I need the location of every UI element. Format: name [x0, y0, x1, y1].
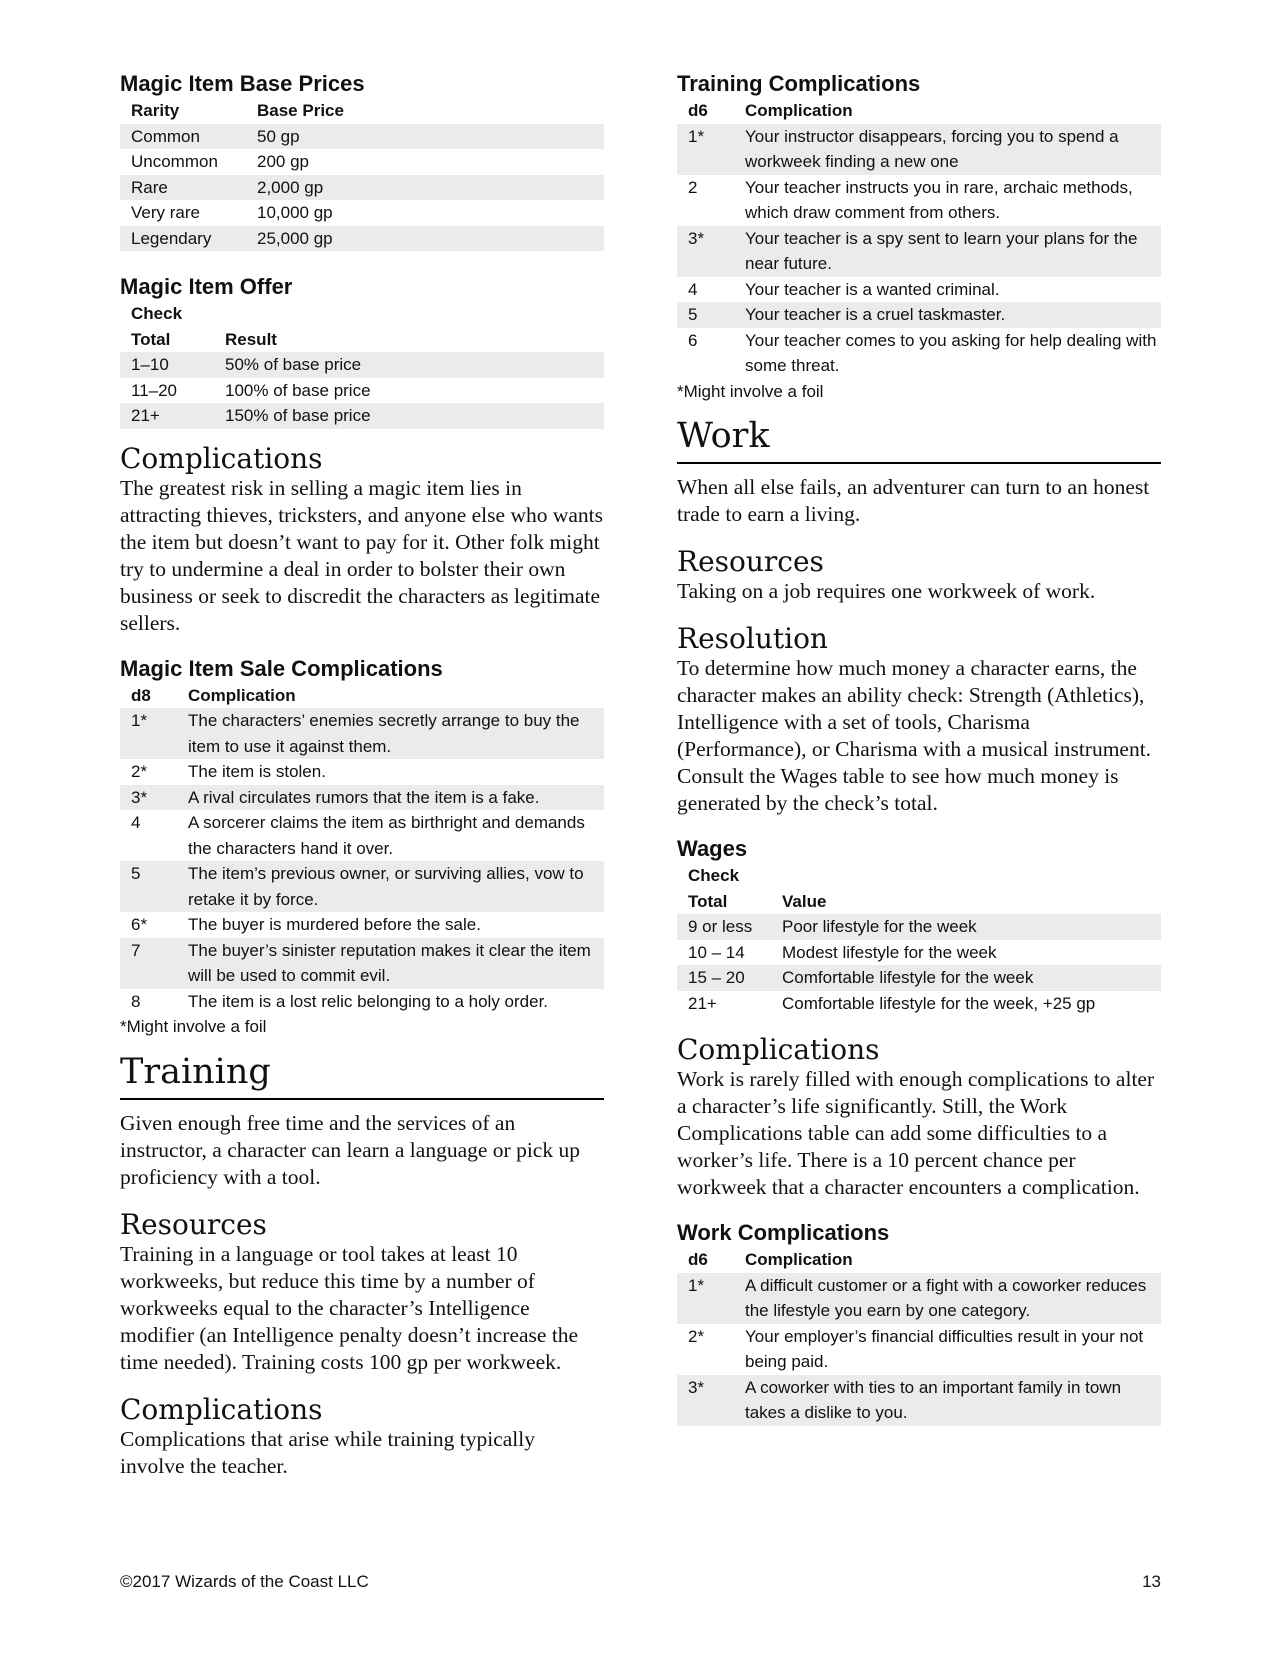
price-cell: 200 gp [257, 152, 309, 171]
table-row [677, 1273, 1161, 1324]
complication-cell: Your instructor disappears, forcing you to spend a workweek finding a new one [734, 124, 1161, 175]
total-cell: 11–20 [131, 380, 178, 400]
value-cell: Poor lifestyle for the week [771, 914, 1161, 940]
price-cell: 50 gp [246, 124, 604, 150]
work-resolution-paragraph: To determine how much money a character earns, the character makes an ability check: Strength (Athletics), Intelligence with a set of tools, Charisma (Performance), or Charisma with a musical instrument. Consult the Wages table to see how much money is generated by the check’s total. [677, 656, 1152, 815]
roll-cell: 3* [677, 1375, 734, 1426]
complication-cell: A sorcerer claims the item as birthright and demands the characters hand it over. [188, 813, 585, 858]
offer-title: Magic Item Offer [120, 274, 293, 299]
roll-cell: 3* [120, 785, 177, 811]
work-intro: When all else fails, an adventurer can turn to an honest trade to earn a living. [677, 475, 1150, 526]
roll-cell: 7 [120, 938, 177, 989]
price-cell: 25,000 gp [246, 226, 604, 252]
training-resources-heading: Resources [120, 1207, 267, 1241]
complication-cell: Your employer’s financial difficulties result in your not being paid. [745, 1326, 1144, 1371]
total-cell: 15 – 20 [677, 965, 771, 991]
table-row [677, 302, 1161, 328]
roll-cell: 1* [677, 124, 734, 175]
wages-table [677, 863, 1161, 1016]
table-row [677, 124, 1161, 175]
roll-cell: 1* [677, 1273, 734, 1324]
column-header: d6 [688, 1250, 708, 1269]
offer-table [120, 301, 604, 429]
table-row [120, 352, 604, 378]
result-cell: 150% of base price [214, 403, 604, 429]
rarity-cell: Uncommon [131, 152, 218, 171]
roll-cell: 4 [131, 813, 141, 832]
column-header: Complication [188, 685, 296, 705]
roll-cell: 2* [131, 762, 148, 781]
complications-heading: Complications [120, 441, 323, 475]
page-number: 13 [1142, 1572, 1161, 1591]
table-row [120, 938, 604, 989]
value-cell: Modest lifestyle for the week [782, 942, 997, 962]
roll-cell: 5 [677, 302, 734, 328]
roll-cell: 4 [688, 279, 698, 299]
table-row [120, 759, 604, 785]
roll-cell: 2 [688, 177, 698, 197]
complication-cell: The item’s previous owner, or surviving allies, vow to retake it by force. [177, 861, 604, 912]
rarity-cell: Rare [120, 175, 246, 201]
complication-cell: The buyer’s sinister reputation makes it clear the item will be used to commit evil. [177, 938, 604, 989]
rarity-cell: Common [120, 124, 246, 150]
work-complications-paragraph: Work is rarely filled with enough complications to alter a character’s life significantly. Still, the Work Complications table can add some difficulties to a worker’s life. There is a 10 percent chance per workweek that a character encounters a complication. [677, 1067, 1155, 1199]
total-cell: 21+ [688, 993, 717, 1013]
header-total: Total [688, 891, 728, 911]
work-heading: Work [677, 416, 1161, 464]
header-check: Check [688, 866, 740, 885]
table-row [120, 785, 604, 811]
training-resources-paragraph: Training in a language or tool takes at least 10 workweeks, but reduce this time by a number of workweeks equal to the character’s Intelligence modifier (an Intelligence penalty doesn’t increase the time needed). Training costs 100 gp per workweek. [120, 1241, 579, 1374]
roll-cell: 3* [677, 226, 734, 277]
total-cell: 9 or less [677, 914, 771, 940]
training-complications-heading: Complications [120, 1392, 323, 1426]
table-row [677, 1324, 1161, 1375]
column-header: d8 [131, 685, 151, 705]
table-row [677, 328, 1161, 379]
sale-complications-table [120, 683, 604, 1015]
table-row [120, 200, 604, 226]
price-cell: 2,000 gp [246, 175, 604, 201]
training-intro: Given enough free time and the services of an instructor, a character can learn a language or pick up proficiency with a tool. [120, 1110, 580, 1189]
roll-cell: 5 [120, 861, 177, 912]
column-header: Base Price [257, 101, 344, 120]
column-header: d6 [688, 101, 708, 120]
complication-cell: Your teacher is a cruel taskmaster. [734, 302, 1161, 328]
foil-note: *Might involve a foil [120, 1017, 267, 1036]
total-cell: 10 – 14 [688, 942, 745, 962]
complication-cell: The buyer is murdered before the sale. [188, 915, 481, 934]
table-row [677, 277, 1161, 303]
table-row [677, 965, 1161, 991]
left-column [120, 70, 604, 1480]
table-row [120, 810, 604, 861]
complication-cell: Your teacher comes to you asking for help dealing with some threat. [745, 330, 1157, 375]
complication-cell: The item is stolen. [188, 762, 326, 781]
work-resources-paragraph: Taking on a job requires one workweek of work. [677, 579, 1096, 603]
work-resources-heading: Resources [677, 545, 824, 578]
column-header: Value [782, 891, 827, 911]
table-row [677, 226, 1161, 277]
table-row [120, 378, 604, 404]
work-complications-heading: Complications [677, 1033, 880, 1066]
training-complications-table [677, 98, 1161, 379]
table-row [120, 708, 604, 759]
table-row [120, 989, 604, 1015]
header-check: Check [131, 304, 183, 323]
total-cell: 21+ [120, 403, 214, 429]
work-resolution-heading: Resolution [677, 622, 828, 655]
result-cell: 100% of base price [225, 380, 371, 400]
column-header [120, 301, 214, 352]
complication-cell: Your teacher instructs you in rare, archaic methods, which draw comment from others. [745, 177, 1133, 222]
result-cell: 50% of base price [214, 352, 604, 378]
complication-cell: The characters’ enemies secretly arrange to buy the item to use it against them. [177, 708, 604, 759]
table-row [677, 1375, 1161, 1426]
roll-cell: 8 [131, 991, 141, 1011]
table-row [120, 403, 604, 429]
complication-cell: Your teacher is a wanted criminal. [745, 279, 1000, 299]
complication-cell: A rival circulates rumors that the item is a fake. [177, 785, 604, 811]
roll-cell: 6* [131, 915, 148, 934]
table-row [120, 912, 604, 938]
table-row [120, 124, 604, 150]
price-cell: 10,000 gp [257, 203, 333, 222]
value-cell: Comfortable lifestyle for the week, +25 gp [782, 993, 1096, 1013]
table-row [677, 914, 1161, 940]
sale-complications-title: Magic Item Sale Complications [120, 655, 443, 681]
column-header [677, 863, 771, 914]
header-total: Total [131, 329, 171, 349]
roll-cell: 6 [688, 330, 698, 350]
work-complications-table [677, 1247, 1161, 1426]
complication-cell: Your teacher is a spy sent to learn your plans for the near future. [734, 226, 1161, 277]
total-cell: 1–10 [120, 352, 214, 378]
table-row [677, 940, 1161, 966]
base-prices-title: Magic Item Base Prices [120, 71, 365, 96]
complication-cell: A difficult customer or a fight with a coworker reduces the lifestyle you earn by one category. [734, 1273, 1161, 1324]
right-column [677, 70, 1161, 1426]
complication-cell: The item is a lost relic belonging to a holy order. [188, 991, 549, 1011]
copyright-footer: ©2017 Wizards of the Coast LLC [120, 1572, 369, 1591]
table-row [120, 149, 604, 175]
rarity-cell: Legendary [120, 226, 246, 252]
column-header: Complication [745, 1250, 853, 1269]
complications-paragraph: The greatest risk in selling a magic item lies in attracting thieves, tricksters, and anyone else who wants the item but doesn’t want to pay for it. Other folk might try to undermine a deal in order to bolster their own business or seek to discredit the characters as legitimate sellers. [120, 475, 604, 635]
foil-note: *Might involve a foil [677, 381, 824, 401]
training-heading: Training [120, 1052, 604, 1100]
training-complications-paragraph: Complications that arise while training typically involve the teacher. [120, 1426, 535, 1478]
table-row [120, 861, 604, 912]
roll-cell: 2* [688, 1326, 705, 1346]
table-row [677, 175, 1161, 226]
rarity-cell: Very rare [131, 203, 200, 222]
base-prices-table [120, 98, 604, 251]
column-header: Result [225, 329, 277, 349]
column-header: Complication [745, 101, 853, 120]
roll-cell: 1* [120, 708, 177, 759]
work-complications-title: Work Complications [677, 1220, 890, 1245]
table-row [120, 226, 604, 252]
table-row [677, 991, 1161, 1017]
complication-cell: A coworker with ties to an important family in town takes a dislike to you. [734, 1375, 1161, 1426]
wages-title: Wages [677, 836, 748, 861]
table-row [120, 175, 604, 201]
value-cell: Comfortable lifestyle for the week [771, 965, 1161, 991]
training-complications-title: Training Complications [677, 71, 921, 96]
column-header: Rarity [131, 101, 180, 120]
